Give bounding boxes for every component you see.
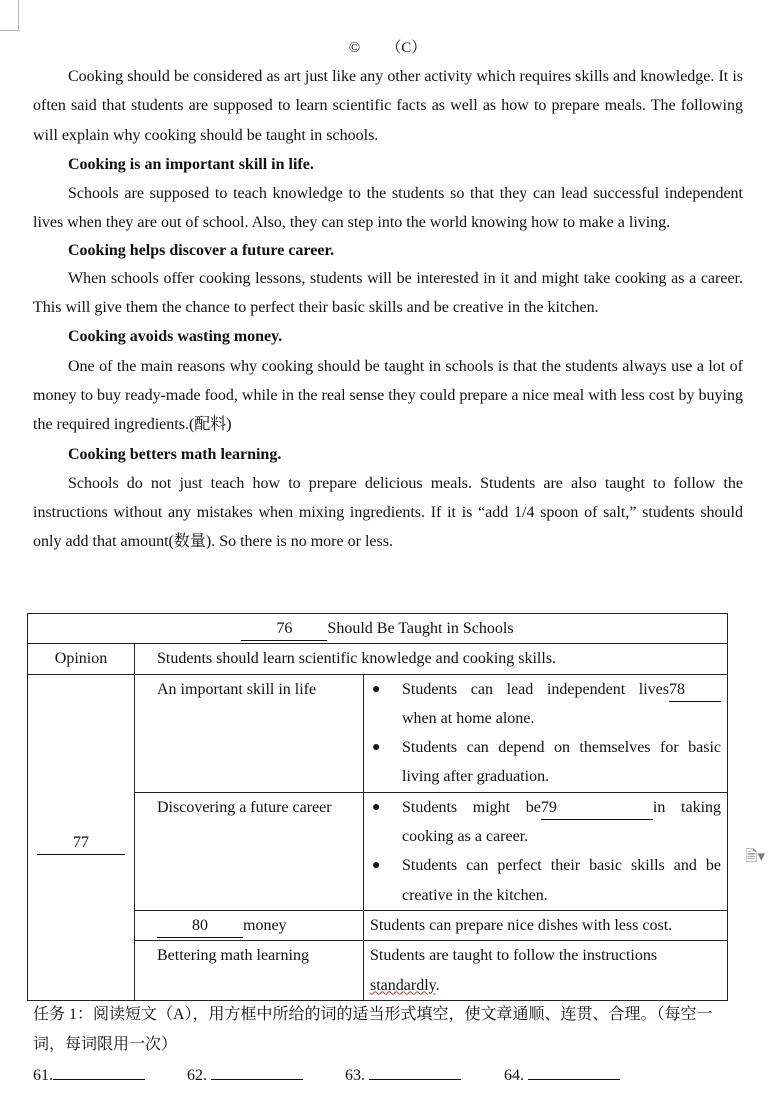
opinion-text: Students should learn scientific knowledge and cooking skills. [135,644,728,674]
document-dropdown-icon[interactable]: 🗎▾ [745,847,765,865]
table-row [28,674,728,792]
opinion-row [28,644,728,674]
section-title: Cooking betters math learning. [68,445,282,463]
section-title: Cooking is an important skill in life. [68,155,314,173]
answer-61[interactable]: 61. [33,1063,145,1085]
blank-78[interactable]: 78 [669,679,721,702]
blank-79[interactable]: 79 [541,797,653,820]
detail-text: Students are taught to follow the instructions standardly. [364,941,728,1001]
task-instruction: 任务 1：阅读短文（A），用方框中所给的词的适当形式填空，使文章通顺、连贯、合理。（每空一词，每词限用一次） [33,1006,713,1053]
section-label: （C） [386,40,427,56]
section-body: One of the main reasons why cooking should be taught in schools is that the students always use a lot of money to buy ready-made food, while in the real sense they could prepare a nice meal with less cost by buying the required ingredients.(配料) [33,357,743,434]
article-intro: Cooking should be considered as art just like any other activity which requires skills and knowledge. It is often said that students are supposed to learn scientific facts as well as how to prepare meals. The following will explain why cooking should be taught in schools. [33,68,743,144]
reason-label: 80 money [135,910,364,940]
list-item: ● Students can depend on themselves for basic living after graduation. [364,733,721,792]
blank-76[interactable]: 76 [241,618,327,641]
page-corner-mark [0,0,19,31]
section-title: Cooking avoids wasting money. [68,328,283,346]
detail-list [364,675,727,792]
section-title: Cooking helps discover a future career. [68,241,335,259]
opinion-label: Opinion [28,644,135,674]
section-heading [0,36,775,57]
spellcheck-word: standardly [370,976,436,994]
reason-label: Discovering a future career [135,792,364,910]
blank-80[interactable]: 80 [157,915,243,938]
table-title: Should Be Taught in Schools [327,620,514,637]
list-item: ● Students might be79 in taking cooking as a career. [364,793,721,852]
answer-62[interactable]: 62. [187,1063,303,1085]
blank-77[interactable]: 77 [37,832,125,855]
table-title-row [28,614,728,644]
copyright-symbol: © [348,40,361,56]
detail-text: Students can prepare nice dishes with less cost. [364,910,728,940]
section-body: Schools do not just teach how to prepare delicious meals. Students are also taught to follow the instructions without any mistakes when mixing ingredients. If it is “add 1/4 spoon of salt,” students should only add that amount(数量). So there is no more or less. [33,474,743,551]
list-item: ● Students can lead independent lives78 when at home alone. [364,675,721,734]
detail-list [364,793,727,910]
answer-63[interactable]: 63. [345,1063,461,1085]
list-item: ● Students can perfect their basic skills and be creative in the kitchen. [364,851,721,910]
article [33,62,743,557]
reason-label: Bettering math learning [135,941,364,1001]
reason-label: An important skill in life [135,674,364,792]
section-body: When schools offer cooking lessons, students will be interested in it and might take cooking as a career. This will give them the chance to perfect their basic skills and be creative in the kitchen. [33,269,743,317]
answer-64[interactable]: 64. [504,1063,620,1085]
outline-table [27,613,728,1001]
section-body: Schools are supposed to teach knowledge to the students so that they can lead successful independent lives when they are out of school. Also, they can step into the world knowing how to make a living. [33,185,743,232]
